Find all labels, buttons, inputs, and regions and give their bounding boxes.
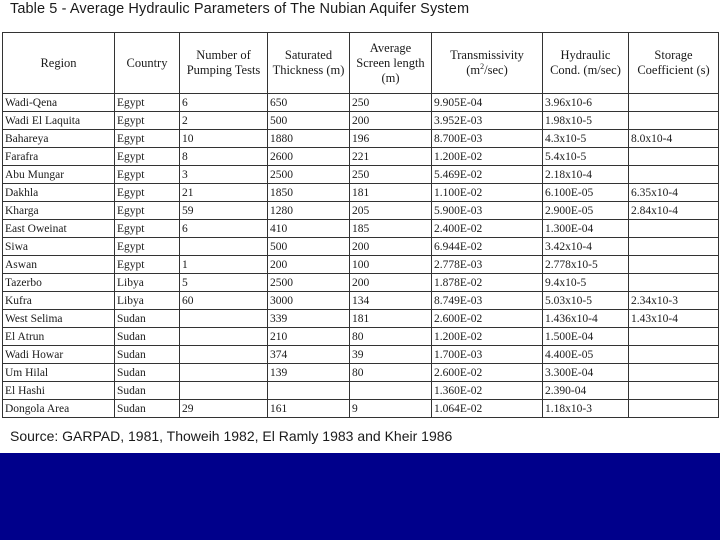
cell-screen-length: 39	[350, 346, 432, 364]
cell-transmissivity: 2.400E-02	[432, 220, 543, 238]
cell-screen-length: 185	[350, 220, 432, 238]
cell-region: Tazerbo	[3, 274, 115, 292]
cell-region: Kufra	[3, 292, 115, 310]
cell-country: Sudan	[115, 400, 180, 418]
cell-screen-length: 250	[350, 166, 432, 184]
cell-saturated-thickness: 650	[268, 94, 350, 112]
cell-screen-length: 205	[350, 202, 432, 220]
cell-saturated-thickness: 500	[268, 238, 350, 256]
cell-transmissivity: 2.778E-03	[432, 256, 543, 274]
cell-transmissivity: 1.200E-02	[432, 148, 543, 166]
transmissivity-unit: $(m^2/\sec)$	[466, 61, 508, 77]
header-hydraulic-conductivity: Hydraulic Cond. (m/sec)	[543, 33, 629, 94]
cell-country: Sudan	[115, 364, 180, 382]
slide-footer-band	[0, 453, 720, 540]
header-pumping-tests: Number of Pumping Tests	[180, 33, 268, 94]
cell-saturated-thickness: 3000	[268, 292, 350, 310]
cell-saturated-thickness: 1880	[268, 130, 350, 148]
table-row	[3, 184, 719, 202]
cell-screen-length: 80	[350, 328, 432, 346]
table-row	[3, 292, 719, 310]
cell-region: Dongola Area	[3, 400, 115, 418]
cell-country: Sudan	[115, 346, 180, 364]
cell-transmissivity: 8.700E-03	[432, 130, 543, 148]
cell-saturated-thickness: 210	[268, 328, 350, 346]
cell-region: Um Hilal	[3, 364, 115, 382]
cell-storage-coefficient: 1.43x10-4	[629, 310, 719, 328]
cell-country: Egypt	[115, 256, 180, 274]
cell-storage-coefficient: 2.34x10-3	[629, 292, 719, 310]
header-country: Country	[115, 33, 180, 94]
table-body	[3, 94, 719, 418]
cell-saturated-thickness: 410	[268, 220, 350, 238]
cell-hydraulic-conductivity: 3.96x10-6	[543, 94, 629, 112]
cell-pumping-tests: 5	[180, 274, 268, 292]
hydraulic-parameters-table	[2, 32, 719, 418]
cell-transmissivity: 2.600E-02	[432, 310, 543, 328]
cell-saturated-thickness: 1280	[268, 202, 350, 220]
cell-pumping-tests: 10	[180, 130, 268, 148]
cell-region: Siwa	[3, 238, 115, 256]
cell-country: Egypt	[115, 184, 180, 202]
cell-region: El Atrun	[3, 328, 115, 346]
cell-transmissivity: 1.878E-02	[432, 274, 543, 292]
cell-screen-length: 200	[350, 274, 432, 292]
cell-screen-length: 181	[350, 310, 432, 328]
cell-saturated-thickness: 161	[268, 400, 350, 418]
cell-saturated-thickness: 374	[268, 346, 350, 364]
cell-transmissivity: 1.700E-03	[432, 346, 543, 364]
cell-country: Sudan	[115, 310, 180, 328]
cell-pumping-tests: 8	[180, 148, 268, 166]
cell-transmissivity: 1.360E-02	[432, 382, 543, 400]
cell-pumping-tests	[180, 238, 268, 256]
cell-storage-coefficient	[629, 400, 719, 418]
transmissivity-label: Transmissivity	[450, 48, 524, 62]
cell-region: Farafra	[3, 148, 115, 166]
cell-region: Wadi-Qena	[3, 94, 115, 112]
cell-country: Libya	[115, 274, 180, 292]
table-row	[3, 238, 719, 256]
cell-pumping-tests	[180, 310, 268, 328]
cell-saturated-thickness: 139	[268, 364, 350, 382]
table-row	[3, 382, 719, 400]
cell-transmissivity: 2.600E-02	[432, 364, 543, 382]
cell-region: Abu Mungar	[3, 166, 115, 184]
cell-storage-coefficient	[629, 364, 719, 382]
cell-hydraulic-conductivity: 2.390-04	[543, 382, 629, 400]
cell-pumping-tests: 21	[180, 184, 268, 202]
cell-region: Aswan	[3, 256, 115, 274]
table-row	[3, 220, 719, 238]
cell-screen-length: 134	[350, 292, 432, 310]
table-row	[3, 310, 719, 328]
cell-screen-length: 100	[350, 256, 432, 274]
header-storage-coefficient: Storage Coefficient (s)	[629, 33, 719, 94]
cell-transmissivity: 1.100E-02	[432, 184, 543, 202]
cell-hydraulic-conductivity: 2.778x10-5	[543, 256, 629, 274]
cell-pumping-tests: 59	[180, 202, 268, 220]
cell-hydraulic-conductivity: 1.300E-04	[543, 220, 629, 238]
table-row	[3, 166, 719, 184]
table-row	[3, 328, 719, 346]
cell-storage-coefficient	[629, 220, 719, 238]
cell-hydraulic-conductivity: 1.18x10-3	[543, 400, 629, 418]
cell-storage-coefficient: 6.35x10-4	[629, 184, 719, 202]
cell-saturated-thickness: 500	[268, 112, 350, 130]
cell-transmissivity: 6.944E-02	[432, 238, 543, 256]
cell-saturated-thickness: 339	[268, 310, 350, 328]
table-caption: Table 5 - Average Hydraulic Parameters of The Nubian Aquifer System	[10, 1, 470, 17]
table-row	[3, 94, 719, 112]
cell-country: Egypt	[115, 220, 180, 238]
cell-hydraulic-conductivity: 6.100E-05	[543, 184, 629, 202]
cell-pumping-tests: 60	[180, 292, 268, 310]
cell-country: Libya	[115, 292, 180, 310]
cell-region: Wadi El Laquita	[3, 112, 115, 130]
cell-region: East Oweinat	[3, 220, 115, 238]
cell-country: Egypt	[115, 238, 180, 256]
cell-country: Egypt	[115, 94, 180, 112]
cell-country: Egypt	[115, 148, 180, 166]
cell-screen-length: 196	[350, 130, 432, 148]
cell-hydraulic-conductivity: 4.400E-05	[543, 346, 629, 364]
cell-transmissivity: 9.905E-04	[432, 94, 543, 112]
cell-region: Kharga	[3, 202, 115, 220]
cell-storage-coefficient: 2.84x10-4	[629, 202, 719, 220]
cell-country: Egypt	[115, 112, 180, 130]
cell-saturated-thickness: 2500	[268, 274, 350, 292]
header-saturated-thickness: Saturated Thickness (m)	[268, 33, 350, 94]
cell-transmissivity: 8.749E-03	[432, 292, 543, 310]
cell-pumping-tests	[180, 364, 268, 382]
cell-country: Egypt	[115, 130, 180, 148]
cell-region: El Hashi	[3, 382, 115, 400]
cell-transmissivity: 1.064E-02	[432, 400, 543, 418]
cell-saturated-thickness: 200	[268, 256, 350, 274]
cell-storage-coefficient	[629, 238, 719, 256]
cell-screen-length: 250	[350, 94, 432, 112]
cell-storage-coefficient	[629, 148, 719, 166]
cell-hydraulic-conductivity: 5.03x10-5	[543, 292, 629, 310]
table-row	[3, 148, 719, 166]
table-row	[3, 364, 719, 382]
cell-hydraulic-conductivity: 3.300E-04	[543, 364, 629, 382]
cell-pumping-tests	[180, 382, 268, 400]
cell-pumping-tests: 29	[180, 400, 268, 418]
cell-hydraulic-conductivity: 1.98x10-5	[543, 112, 629, 130]
cell-screen-length: 80	[350, 364, 432, 382]
table-row	[3, 112, 719, 130]
cell-region: West Selima	[3, 310, 115, 328]
cell-storage-coefficient	[629, 274, 719, 292]
cell-pumping-tests: 2	[180, 112, 268, 130]
cell-hydraulic-conductivity: 2.900E-05	[543, 202, 629, 220]
cell-country: Sudan	[115, 382, 180, 400]
cell-storage-coefficient: 8.0x10-4	[629, 130, 719, 148]
cell-screen-length: 200	[350, 238, 432, 256]
cell-hydraulic-conductivity: 9.4x10-5	[543, 274, 629, 292]
cell-saturated-thickness: 1850	[268, 184, 350, 202]
cell-storage-coefficient	[629, 112, 719, 130]
cell-pumping-tests	[180, 328, 268, 346]
table-row	[3, 400, 719, 418]
cell-hydraulic-conductivity: 1.436x10-4	[543, 310, 629, 328]
cell-storage-coefficient	[629, 256, 719, 274]
header-transmissivity	[432, 33, 543, 94]
cell-storage-coefficient	[629, 346, 719, 364]
cell-region: Bahareya	[3, 130, 115, 148]
cell-saturated-thickness: 2600	[268, 148, 350, 166]
cell-saturated-thickness	[268, 382, 350, 400]
cell-saturated-thickness: 2500	[268, 166, 350, 184]
cell-pumping-tests: 1	[180, 256, 268, 274]
cell-hydraulic-conductivity: 5.4x10-5	[543, 148, 629, 166]
table-row	[3, 256, 719, 274]
cell-pumping-tests: 3	[180, 166, 268, 184]
cell-screen-length: 200	[350, 112, 432, 130]
cell-transmissivity: 5.900E-03	[432, 202, 543, 220]
cell-screen-length	[350, 382, 432, 400]
table-row	[3, 130, 719, 148]
header-region: Region	[3, 33, 115, 94]
header-screen-length: Average Screen length (m)	[350, 33, 432, 94]
cell-country: Egypt	[115, 166, 180, 184]
cell-region: Wadi Howar	[3, 346, 115, 364]
cell-storage-coefficient	[629, 94, 719, 112]
cell-hydraulic-conductivity: 2.18x10-4	[543, 166, 629, 184]
cell-screen-length: 181	[350, 184, 432, 202]
cell-hydraulic-conductivity: 1.500E-04	[543, 328, 629, 346]
table-row	[3, 346, 719, 364]
cell-transmissivity: 1.200E-02	[432, 328, 543, 346]
cell-storage-coefficient	[629, 328, 719, 346]
cell-region: Dakhla	[3, 184, 115, 202]
cell-transmissivity: 5.469E-02	[432, 166, 543, 184]
cell-hydraulic-conductivity: 3.42x10-4	[543, 238, 629, 256]
cell-pumping-tests: 6	[180, 94, 268, 112]
cell-screen-length: 9	[350, 400, 432, 418]
cell-pumping-tests: 6	[180, 220, 268, 238]
cell-transmissivity: 3.952E-03	[432, 112, 543, 130]
header-row	[3, 33, 719, 94]
cell-hydraulic-conductivity: 4.3x10-5	[543, 130, 629, 148]
source-citation: Source: GARPAD, 1981, Thoweih 1982, El Ramly 1983 and Kheir 1986	[10, 428, 453, 444]
cell-pumping-tests	[180, 346, 268, 364]
cell-country: Sudan	[115, 328, 180, 346]
cell-storage-coefficient	[629, 382, 719, 400]
table-row	[3, 274, 719, 292]
cell-storage-coefficient	[629, 166, 719, 184]
cell-screen-length: 221	[350, 148, 432, 166]
cell-country: Egypt	[115, 202, 180, 220]
table-row	[3, 202, 719, 220]
